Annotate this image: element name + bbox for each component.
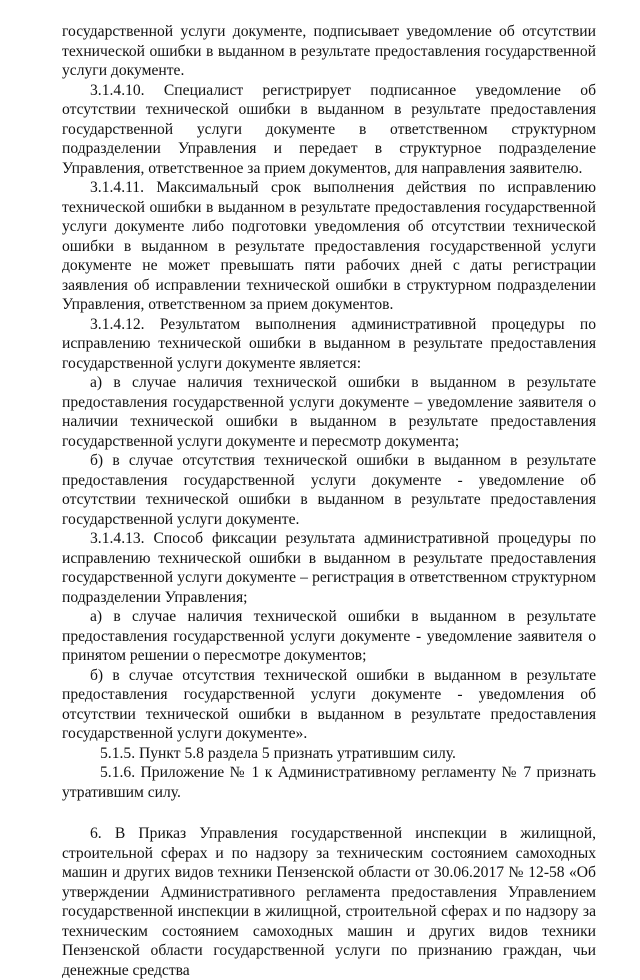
paragraph-3-1-4-10: 3.1.4.10. Специалист регистрирует подписанное уведомление об отсутствии технической ошибки в выданном в результате предоставления государственной услуги документе в ответственном структурном подразделении Управления и передает в структурное подразделение Управления, ответственное за прием документов, для направления заявителю. (62, 81, 596, 177)
paragraph-3-1-4-13-a: а) в случае наличия технической ошибки в выданном в результате предоставления государственной услуги документе - уведомление заявителя о принятом решении о пересмотре документов; (62, 608, 596, 664)
paragraph-spacer (62, 802, 596, 824)
paragraph-3-1-4-13-b: б) в случае отсутствия технической ошибки в выданном в результате предоставления государственной услуги документе - уведомления об отсутствии технической ошибки в выданном в результате предоставления государственной услуги документе». (62, 666, 596, 742)
paragraph-3-1-4-12-a: а) в случае наличия технической ошибки в выданном в результате предоставления государственной услуги документе – уведомление заявителя о наличии технической ошибки в выданном в результате предоставления государственной услуги документе и пересмотр документа; (62, 374, 596, 450)
paragraph-continuation: государственной услуги документе, подписывает уведомление об отсутствии технической ошибки в выданном в результате предоставления государственной услуги документе. (62, 23, 596, 79)
paragraph-3-1-4-11: 3.1.4.11. Максимальный срок выполнения действия по исправлению технической ошибки в выданном в результате предоставления государственной услуги документе либо подготовки уведомления об отсутствии технической ошибки в выданном в результате предоставления государственной услуги документе не может превышать пяти рабочих дней с даты регистрации заявления об исправлении технической ошибки в структурном подразделении Управления, ответственном за прием документов. (62, 179, 596, 313)
paragraph-6: 6. В Приказ Управления государственной инспекции в жилищной, строительной сферах и по надзору за техническим состоянием самоходных машин и других видов техники Пензенской области от 30.06.2017 № 12-58 «Об утверждении Административного регламента предоставления Управлением государственной инспекции в жилищной, строительной сферах и по надзору за техническим состоянием самоходных машин и других видов техники Пензенской области государственной услуги по признанию граждан, чьи денежные средства (62, 825, 596, 979)
paragraph-3-1-4-12-b: б) в случае отсутствия технической ошибки в выданном в результате предоставления государственной услуги документе - уведомление об отсутствии технической ошибки в выданном в результате предоставления государственной услуги документе. (62, 452, 596, 528)
paragraph-5-1-6: 5.1.6. Приложение № 1 к Административному регламенту № 7 признать утратившим силу. (62, 764, 596, 801)
paragraph-3-1-4-12: 3.1.4.12. Результатом выполнения административной процедуры по исправлению технической ошибки в выданном в результате предоставления государственной услуги документе является: (62, 315, 596, 372)
paragraph-3-1-4-13: 3.1.4.13. Способ фиксации результата административной процедуры по исправлению технической ошибки в выданном в результате предоставления государственной услуги документе – регистрация в ответственном структурном подразделении Управления; (62, 530, 596, 606)
paragraph-5-1-5: 5.1.5. Пункт 5.8 раздела 5 признать утратившим силу. (100, 744, 456, 762)
document-page (62, 22, 596, 980)
